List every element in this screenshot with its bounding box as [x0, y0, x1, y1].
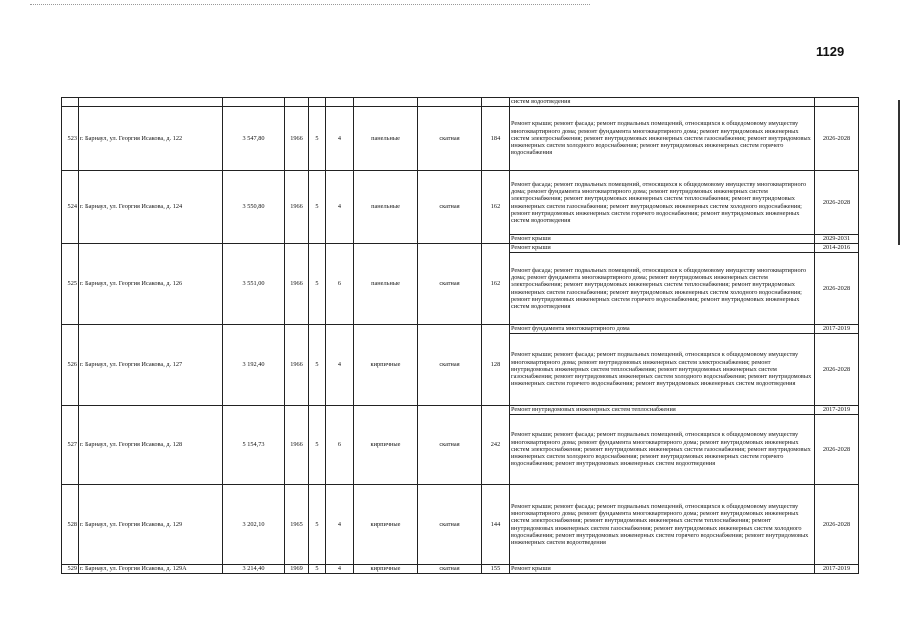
cell-floors: 5 [309, 171, 326, 244]
cell-entrances: 4 [326, 485, 354, 565]
cell-period: 2017-2019 [815, 406, 859, 415]
table-body [62, 98, 859, 574]
cell-address: г. Барнаул, ул. Георгия Исакова, д. 127 [79, 325, 223, 406]
cell-address: г. Барнаул, ул. Георгия Исакова, д. 126 [79, 244, 223, 325]
cell-number: 526 [62, 325, 79, 406]
cell-empty [815, 98, 859, 107]
cell-address: г. Барнаул, ул. Георгия Исакова, д. 129А [79, 565, 223, 574]
cell-floors: 5 [309, 244, 326, 325]
cell-area: 3 547,80 [223, 107, 285, 171]
cell-apartments: 162 [482, 171, 510, 244]
cell-address: г. Барнаул, ул. Георгия Исакова, д. 124 [79, 171, 223, 244]
housing-repair-table [61, 97, 859, 574]
cell-area: 3 550,80 [223, 171, 285, 244]
cell-wall-material: кирпичные [354, 406, 418, 485]
cell-period: 2017-2019 [815, 325, 859, 334]
cell-wall-material: кирпичные [354, 565, 418, 574]
cell-area: 3 214,40 [223, 565, 285, 574]
cell-floors: 5 [309, 107, 326, 171]
cell-empty [418, 98, 482, 107]
cell-number: 523 [62, 107, 79, 171]
cell-year: 1966 [285, 325, 309, 406]
cell-area: 5 154,73 [223, 406, 285, 485]
cell-year: 1966 [285, 171, 309, 244]
cell-year: 1966 [285, 107, 309, 171]
cell-wall-material: панельные [354, 244, 418, 325]
cell-area: 3 192,40 [223, 325, 285, 406]
cell-work-list: Ремонт фасада; ремонт подвальных помещений, относящихся к общедомовому имуществу многоквартирного дома; ремонт фундамента многоквартирного дома; ремонт внутридомовых инженерных систем электроснабжения; ремонт внутридомовых инженерных систем теплоснабжения; ремонт внутридомовых инженерных систем газоснабжения; ремонт внутридомовых инженерных систем холодного водоснабжения; ремонт внутридомовых инженерных систем горячего водоснабжения; ремонт внутридомовых инженерных систем водоотведения [510, 171, 815, 235]
cell-address: г. Барнаул, ул. Георгия Исакова, д. 128 [79, 406, 223, 485]
cell-wall-material: кирпичные [354, 485, 418, 565]
cell-entrances: 4 [326, 565, 354, 574]
cell-period: 2026-2028 [815, 415, 859, 485]
table-row [62, 107, 859, 171]
table-row [62, 244, 859, 253]
page-number: 1129 [816, 44, 845, 59]
cell-number: 529 [62, 565, 79, 574]
cell-floors: 5 [309, 565, 326, 574]
cell-roof-type: скатная [418, 485, 482, 565]
cell-empty [326, 98, 354, 107]
cell-roof-type: скатная [418, 244, 482, 325]
table-row [62, 565, 859, 574]
cell-empty [223, 98, 285, 107]
cell-address: г. Барнаул, ул. Георгия Исакова, д. 122 [79, 107, 223, 171]
scan-edge-mark [898, 100, 900, 245]
cell-apartments: 155 [482, 565, 510, 574]
cell-entrances: 4 [326, 107, 354, 171]
cell-year: 1966 [285, 406, 309, 485]
cell-number: 528 [62, 485, 79, 565]
cell-empty [354, 98, 418, 107]
cell-wall-material: панельные [354, 171, 418, 244]
table-row [62, 325, 859, 334]
cell-work-list: Ремонт крыши [510, 244, 815, 253]
cell-wall-material: кирпичные [354, 325, 418, 406]
cell-floors: 5 [309, 406, 326, 485]
cell-empty [309, 98, 326, 107]
cell-work-list: Ремонт крыши; ремонт фасада; ремонт подвальных помещений, относящихся к общедомовому имуществу многоквартирного дома; ремонт внутридомовых инженерных систем электроснабжения; ремонт внутридомовых инженерных систем теплоснабжения; ремонт внутридомовых инженерных систем газоснабжения; ремонт внутридомовых инженерных систем холодного водоснабжения; ремонт внутридомовых инженерных систем горячего водоснабжения; ремонт внутридомовых инженерных систем водоотведения [510, 334, 815, 406]
cell-empty [62, 98, 79, 107]
cell-apartments: 184 [482, 107, 510, 171]
table-row [62, 485, 859, 565]
table-row-continuation [62, 98, 859, 107]
cell-period: 2026-2028 [815, 485, 859, 565]
cell-wall-material: панельные [354, 107, 418, 171]
cell-roof-type: скатная [418, 325, 482, 406]
cell-entrances: 4 [326, 171, 354, 244]
cell-work-list: Ремонт крыши [510, 565, 815, 574]
cell-year: 1969 [285, 565, 309, 574]
cell-number: 524 [62, 171, 79, 244]
table-row [62, 171, 859, 235]
cell-year: 1965 [285, 485, 309, 565]
cell-roof-type: скатная [418, 107, 482, 171]
cell-apartments: 242 [482, 406, 510, 485]
table-row [62, 406, 859, 415]
cell-entrances: 6 [326, 406, 354, 485]
cell-roof-type: скатная [418, 171, 482, 244]
cell-work-list: Ремонт крыши; ремонт фасада; ремонт подвальных помещений, относящихся к общедомовому имуществу многоквартирного дома; ремонт фундамента многоквартирного дома; ремонт внутридомовых инженерных систем электроснабжения; ремонт внутридомовых инженерных систем теплоснабжения; ремонт внутридомовых инженерных систем газоснабжения; ремонт внутридомовых инженерных систем холодного водоснабжения; ремонт внутридомовых инженерных систем горячего водоснабжения; ремонт внутридомовых инженерных систем водоотведения [510, 485, 815, 565]
cell-empty [285, 98, 309, 107]
cell-roof-type: скатная [418, 406, 482, 485]
cell-work-list: Ремонт фундамента многоквартирного дома [510, 325, 815, 334]
cell-floors: 5 [309, 325, 326, 406]
cell-period: 2029-2031 [815, 235, 859, 244]
cell-period: 2026-2028 [815, 334, 859, 406]
cell-number: 525 [62, 244, 79, 325]
cell-area: 3 551,00 [223, 244, 285, 325]
cell-apartments: 144 [482, 485, 510, 565]
cell-work-list: Ремонт крыши; ремонт фасада; ремонт подвальных помещений, относящихся к общедомовому имуществу многоквартирного дома; ремонт фундамента многоквартирного дома; ремонт внутридомовых инженерных систем электроснабжения; ремонт внутридомовых инженерных систем газоснабжения; ремонт внутридомовых инженерных систем холодного водоснабжения; ремонт внутридомовых инженерных систем горячего водоснабжения [510, 107, 815, 171]
cell-work-list: Ремонт внутридомовых инженерных систем теплоснабжения [510, 406, 815, 415]
cell-work-list: Ремонт фасада; ремонт подвальных помещений, относящихся к общедомовому имуществу многоквартирного дома; ремонт фундамента многоквартирного дома; ремонт внутридомовых инженерных систем электроснабжения; ремонт внутридомовых инженерных систем теплоснабжения; ремонт внутридомовых инженерных систем газоснабжения; ремонт внутридомовых инженерных систем холодного водоснабжения; ремонт внутридомовых инженерных систем горячего водоснабжения; ремонт внутридомовых инженерных систем водоотведения [510, 253, 815, 325]
cell-year: 1966 [285, 244, 309, 325]
cell-empty [482, 98, 510, 107]
cell-area: 3 202,10 [223, 485, 285, 565]
cell-number: 527 [62, 406, 79, 485]
scan-artifact-line [30, 4, 590, 5]
cell-floors: 5 [309, 485, 326, 565]
cell-apartments: 162 [482, 244, 510, 325]
cell-entrances: 4 [326, 325, 354, 406]
cell-period: 2017-2019 [815, 565, 859, 574]
cell-period: 2014-2016 [815, 244, 859, 253]
cell-work-list: систем водоотведения [510, 98, 815, 107]
cell-roof-type: скатная [418, 565, 482, 574]
cell-apartments: 128 [482, 325, 510, 406]
cell-period: 2026-2028 [815, 171, 859, 235]
cell-period: 2026-2028 [815, 107, 859, 171]
cell-empty [79, 98, 223, 107]
cell-address: г. Барнаул, ул. Георгия Исакова, д. 129 [79, 485, 223, 565]
cell-work-list: Ремонт крыши [510, 235, 815, 244]
cell-entrances: 6 [326, 244, 354, 325]
cell-work-list: Ремонт крыши; ремонт фасада; ремонт подвальных помещений, относящихся к общедомовому имуществу многоквартирного дома; ремонт фундамента многоквартирного дома; ремонт внутридомовых инженерных систем электроснабжения; ремонт внутридомовых инженерных систем газоснабжения; ремонт внутридомовых инженерных систем холодного водоснабжения; ремонт внутридомовых инженерных систем горячего водоснабжения; ремонт внутридомовых инженерных систем водоотведения [510, 415, 815, 485]
cell-period: 2026-2028 [815, 253, 859, 325]
